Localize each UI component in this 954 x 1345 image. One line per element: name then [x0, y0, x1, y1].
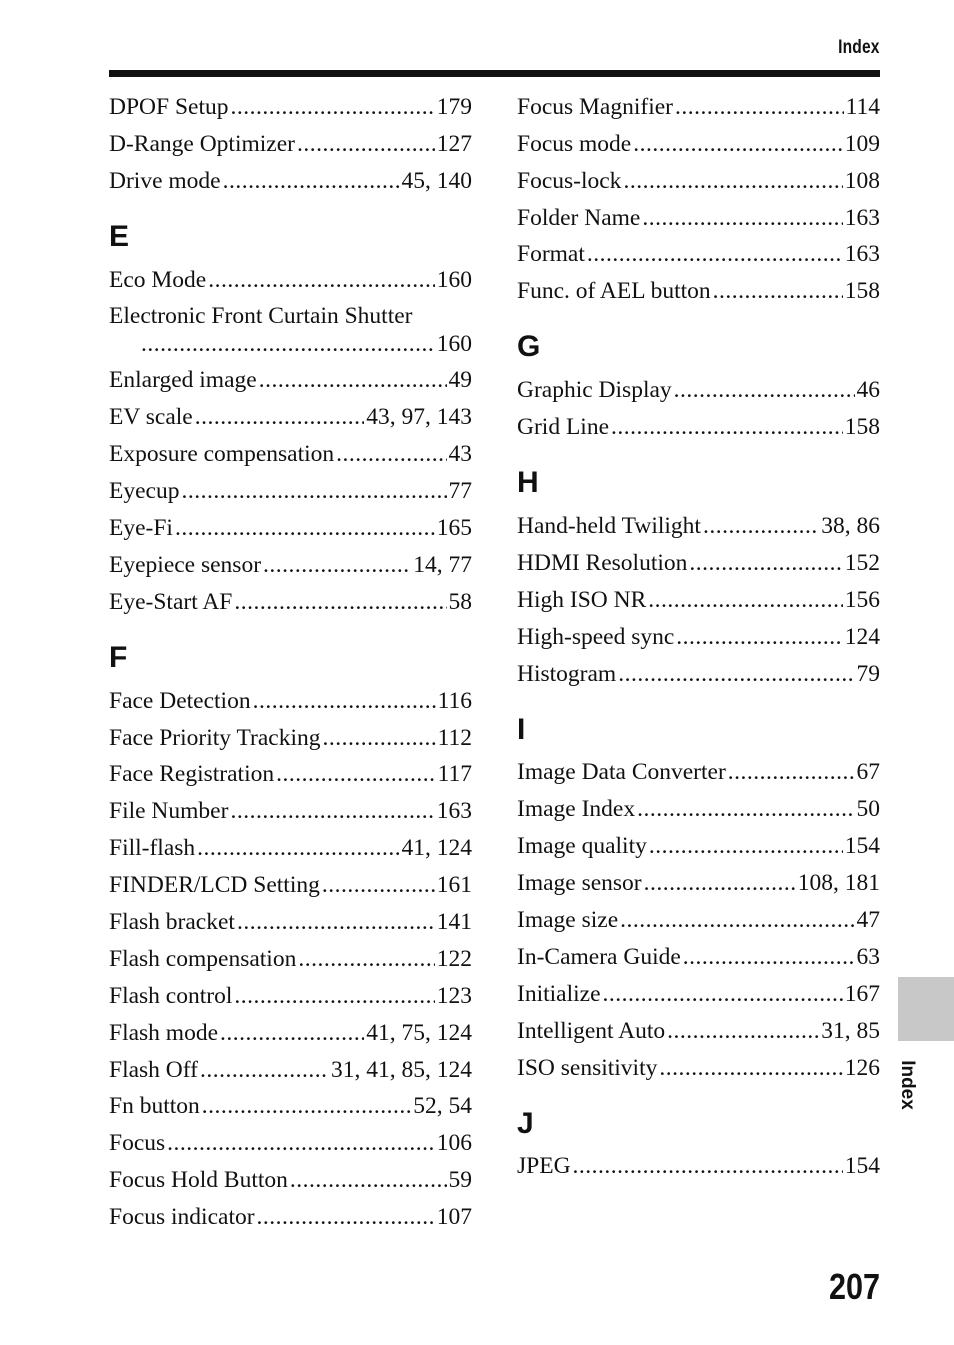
index-entry	[517, 823, 880, 860]
entry-term: Flash control	[109, 982, 233, 1009]
index-entry	[517, 1144, 880, 1181]
entry-pages: 79	[856, 660, 880, 687]
dot-leader	[200, 1056, 329, 1084]
entry-term: Enlarged image	[109, 367, 257, 394]
dot-leader	[141, 330, 435, 358]
entry-pages: 59	[448, 1167, 472, 1194]
entry-pages: 179	[436, 93, 472, 120]
index-entry	[109, 431, 472, 468]
entry-pages: 77	[448, 478, 472, 505]
entry-pages: 41, 124	[401, 835, 472, 862]
dot-leader	[195, 403, 365, 431]
entry-term: Focus Magnifier	[517, 93, 673, 120]
entry-pages: 38, 86	[821, 513, 880, 540]
index-column-left	[109, 84, 472, 1231]
dot-leader	[220, 1019, 364, 1047]
section-letter: G	[517, 330, 541, 364]
index-entry	[517, 651, 880, 688]
dot-leader	[667, 1017, 819, 1045]
dot-leader	[276, 760, 436, 788]
dot-leader	[683, 943, 855, 971]
index-entry	[517, 84, 880, 121]
index-entry	[109, 158, 472, 195]
entry-pages: 41, 75, 124	[366, 1019, 472, 1046]
entry-pages: 154	[844, 833, 880, 860]
dot-leader	[587, 240, 843, 268]
entry-term: Face Priority Tracking	[109, 724, 321, 751]
entry-pages: 161	[436, 872, 472, 899]
entry-term: Image quality	[517, 833, 647, 860]
dot-leader	[674, 376, 855, 404]
index-entry	[109, 788, 472, 825]
section-letter: I	[517, 712, 526, 746]
index-entry	[109, 505, 472, 542]
dot-leader	[336, 440, 446, 468]
entry-term: Histogram	[517, 660, 617, 687]
entry-pages: 117	[437, 761, 472, 788]
index-entry	[517, 897, 880, 934]
index-entry	[517, 577, 880, 614]
entry-term: Image Data Converter	[517, 759, 726, 786]
entry-term: File Number	[109, 798, 229, 825]
index-entry	[109, 294, 472, 358]
dot-leader	[659, 1054, 842, 1082]
entry-pages: 152	[844, 549, 880, 576]
index-entry	[109, 1047, 472, 1084]
entry-term: DPOF Setup	[109, 93, 229, 120]
entry-term: Image Index	[517, 796, 636, 823]
side-tab-label: Index	[897, 1060, 918, 1110]
entry-term: Eyepiece sensor	[109, 551, 262, 578]
entry-pages: 167	[844, 980, 880, 1007]
entry-term: Focus mode	[517, 130, 632, 157]
dot-leader	[234, 588, 446, 616]
entry-term: Exposure compensation	[109, 441, 335, 468]
entry-term: Fn button	[109, 1093, 200, 1120]
entry-pages: 123	[436, 982, 472, 1009]
entry-pages: 160	[436, 330, 472, 357]
dot-leader	[230, 797, 434, 825]
entry-pages: 14, 77	[413, 551, 472, 578]
dot-leader	[237, 908, 435, 936]
header-rule	[109, 70, 880, 77]
dot-leader	[181, 477, 446, 505]
dot-leader	[618, 660, 854, 688]
entry-pages: 52, 54	[413, 1093, 472, 1120]
index-section	[517, 710, 880, 1082]
entry-pages: 47	[856, 907, 880, 934]
dot-leader	[167, 1129, 435, 1157]
entry-pages: 43, 97, 143	[366, 404, 472, 431]
dot-leader	[297, 130, 435, 158]
entry-pages: 163	[436, 798, 472, 825]
entry-term: Eyecup	[109, 478, 180, 505]
index-entry	[109, 84, 472, 121]
index-entry	[517, 614, 880, 651]
dot-leader	[253, 687, 436, 715]
entry-pages: 156	[844, 586, 880, 613]
index-entry	[109, 257, 472, 294]
entry-pages: 108, 181	[797, 870, 880, 897]
entry-term: Focus indicator	[109, 1204, 255, 1231]
index-entry	[109, 973, 472, 1010]
dot-leader	[175, 514, 435, 542]
index-entry	[517, 367, 880, 404]
entry-term: Initialize	[517, 980, 601, 1007]
entry-pages: 112	[437, 724, 472, 751]
entry-term: D-Range Optimizer	[109, 130, 295, 157]
index-entry	[517, 1008, 880, 1045]
index-section	[109, 638, 472, 1231]
index-entry	[517, 195, 880, 232]
index-entry	[109, 1120, 472, 1157]
dot-leader	[323, 724, 436, 752]
index-entry	[517, 540, 880, 577]
dot-leader	[322, 871, 435, 899]
entry-term: Func. of AEL button	[517, 278, 711, 305]
entry-pages: 141	[436, 909, 472, 936]
entry-term: Intelligent Auto	[517, 1017, 666, 1044]
index-entry	[109, 752, 472, 789]
entry-term: Grid Line	[517, 414, 610, 441]
entry-term: Image size	[517, 907, 619, 934]
entry-pages: 67	[856, 759, 880, 786]
index-entry	[109, 468, 472, 505]
entry-term: Electronic Front Curtain Shutter	[109, 302, 413, 329]
dot-leader	[573, 1152, 843, 1180]
entry-pages: 107	[436, 1204, 472, 1231]
entry-pages: 109	[844, 130, 880, 157]
entry-term: EV scale	[109, 404, 193, 431]
entry-pages: 163	[844, 241, 880, 268]
entry-pages: 160	[436, 266, 472, 293]
section-letter: J	[517, 1106, 534, 1140]
entry-pages: 63	[856, 943, 880, 970]
dot-leader	[259, 366, 447, 394]
entry-pages: 45, 140	[401, 167, 472, 194]
index-entry	[109, 678, 472, 715]
entry-term: High ISO NR	[517, 586, 647, 613]
entry-pages: 31, 41, 85, 124	[331, 1056, 472, 1083]
dot-leader	[637, 795, 854, 823]
index-entry	[109, 862, 472, 899]
index-entry	[517, 121, 880, 158]
dot-leader	[223, 167, 400, 195]
dot-leader	[603, 980, 843, 1008]
dot-leader	[623, 167, 842, 195]
index-entry	[109, 1194, 472, 1231]
entry-pages: 122	[436, 945, 472, 972]
header-section-label: Index	[838, 37, 880, 58]
dot-leader	[298, 945, 434, 973]
entry-pages: 165	[436, 515, 472, 542]
index-entry	[517, 404, 880, 441]
side-tab	[898, 977, 954, 1041]
dot-leader	[644, 869, 796, 897]
entry-pages: 158	[844, 414, 880, 441]
index-column-right	[517, 84, 880, 1180]
dot-leader	[290, 1166, 447, 1194]
dot-leader	[208, 266, 435, 294]
entry-term: Graphic Display	[517, 377, 672, 404]
dot-leader	[649, 832, 843, 860]
index-entry	[517, 750, 880, 787]
entry-pages: 154	[844, 1153, 880, 1180]
index-entry	[109, 1157, 472, 1194]
index-entry	[109, 1010, 472, 1047]
dot-leader	[620, 906, 854, 934]
entry-term: Face Detection	[109, 687, 251, 714]
entry-term: Image sensor	[517, 870, 642, 897]
entry-term: Flash Off	[109, 1056, 198, 1083]
entry-pages: 124	[844, 623, 880, 650]
section-letter: F	[109, 640, 128, 674]
index-entry	[109, 358, 472, 395]
entry-term: Fill-flash	[109, 835, 196, 862]
index-entry	[517, 971, 880, 1008]
entry-pages: 116	[437, 687, 472, 714]
index-entry	[109, 579, 472, 616]
dot-leader	[676, 623, 842, 651]
section-letter: E	[109, 219, 130, 253]
index-entry	[109, 825, 472, 862]
entry-term: FINDER/LCD Setting	[109, 872, 320, 899]
dot-leader	[728, 758, 855, 786]
index-entry	[517, 860, 880, 897]
index-entry	[517, 268, 880, 305]
dot-leader	[689, 549, 842, 577]
entry-term: Flash bracket	[109, 909, 235, 936]
dot-leader	[197, 834, 399, 862]
index-entry	[517, 232, 880, 269]
dot-leader	[703, 512, 819, 540]
entry-term: Hand-held Twilight	[517, 513, 701, 540]
entry-term: Flash compensation	[109, 945, 297, 972]
index-entry	[517, 786, 880, 823]
dot-leader	[611, 413, 843, 441]
index-entry	[517, 1045, 880, 1082]
dot-leader	[648, 586, 842, 614]
index-section	[109, 217, 472, 616]
section-letter: H	[517, 466, 539, 500]
index-entry	[109, 899, 472, 936]
index-entry	[109, 542, 472, 579]
index-section	[517, 463, 880, 687]
dot-leader	[642, 204, 842, 232]
index-entry	[517, 503, 880, 540]
entry-term: ISO sensitivity	[517, 1054, 658, 1081]
entry-pages: 50	[856, 796, 880, 823]
index-entry	[109, 1084, 472, 1121]
entry-term: In-Camera Guide	[517, 943, 681, 970]
entry-pages: 58	[448, 588, 472, 615]
entry-term: Drive mode	[109, 167, 221, 194]
entry-term: Format	[517, 241, 585, 268]
dot-leader	[263, 551, 411, 579]
entry-term: Focus Hold Button	[109, 1167, 288, 1194]
entry-pages: 158	[844, 278, 880, 305]
dot-leader	[234, 982, 434, 1010]
entry-term: Flash mode	[109, 1019, 219, 1046]
index-section	[517, 1104, 880, 1181]
index-section	[109, 84, 472, 195]
entry-term: HDMI Resolution	[517, 549, 688, 576]
entry-pages: 43	[448, 441, 472, 468]
entry-term: Eye-Fi	[109, 515, 173, 542]
page-number: 207	[828, 1266, 880, 1307]
dot-leader	[231, 93, 435, 121]
entry-term: Face Registration	[109, 761, 275, 788]
index-section	[517, 327, 880, 441]
entry-pages: 49	[448, 367, 472, 394]
entry-pages: 127	[436, 130, 472, 157]
index-entry	[109, 715, 472, 752]
dot-leader	[202, 1092, 411, 1120]
entry-term: Focus-lock	[517, 167, 622, 194]
entry-term: JPEG	[517, 1153, 571, 1180]
index-entry	[109, 936, 472, 973]
entry-pages: 31, 85	[821, 1017, 880, 1044]
dot-leader	[675, 93, 844, 121]
index-entry	[517, 158, 880, 195]
index-section	[517, 84, 880, 305]
index-entry	[517, 934, 880, 971]
dot-leader	[633, 130, 843, 158]
entry-pages: 126	[844, 1054, 880, 1081]
entry-term: Eco Mode	[109, 266, 207, 293]
dot-leader	[257, 1203, 435, 1231]
entry-pages: 163	[844, 204, 880, 231]
entry-term: Focus	[109, 1130, 166, 1157]
entry-term: Eye-Start AF	[109, 588, 233, 615]
entry-term: High-speed sync	[517, 623, 675, 650]
entry-pages: 114	[845, 93, 880, 120]
index-entry	[109, 394, 472, 431]
entry-pages: 108	[844, 167, 880, 194]
entry-pages: 46	[856, 377, 880, 404]
entry-pages: 106	[436, 1130, 472, 1157]
dot-leader	[713, 277, 843, 305]
entry-term: Folder Name	[517, 204, 641, 231]
index-entry	[109, 121, 472, 158]
